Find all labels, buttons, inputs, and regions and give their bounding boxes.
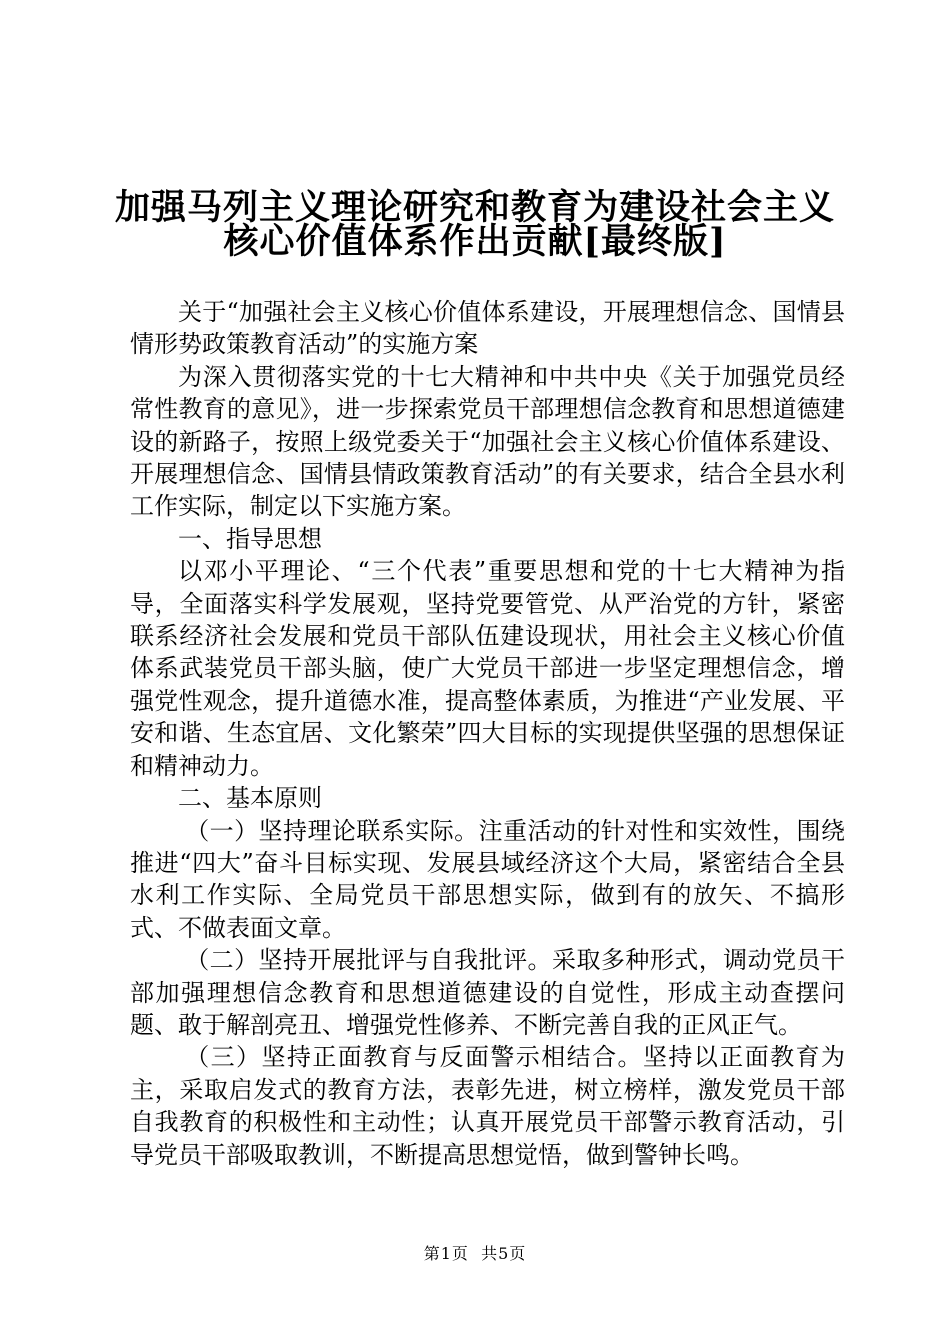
section-heading-guiding-ideology: 一、指导思想: [178, 524, 322, 553]
document-title-line-1: 加强马列主义理论研究和教育为建设社会主义: [114, 187, 835, 228]
document-title-line-2: 核心价值体系作出贡献[最终版]: [223, 221, 727, 262]
paragraph-principle-1: （一）坚持理论联系实际。注重活动的针对性和实效性，围绕推进“四大”奋斗目标实现、发展县域经济这个大局，紧密结合全县水利工作实际、全局党员干部思想实际，做到有的放矢、不搞形式、不做表面文章。: [130, 816, 845, 942]
paragraph-intro: 为深入贯彻落实党的十七大精神和中共中央《关于加强党员经常性教育的意见》，进一步探索党员干部理想信念教育和思想道德建设的新路子，按照上级党委关于“加强社会主义核心价值体系建设、开展理想信念、国情县情政策教育活动”的有关要求，结合全县水利工作实际，制定以下实施方案。: [130, 362, 845, 521]
paragraph-principle-2: （二）坚持开展批评与自我批评。采取多种形式，调动党员干部加强理想信念教育和思想道德建设的自觉性，形成主动查摆问题、敢于解剖亮丑、增强党性修养、不断完善自我的正风正气。: [130, 946, 845, 1039]
paragraph-plan-title: 关于“加强社会主义核心价值体系建设，开展理想信念、国情县情形势政策教育活动”的实施方案: [130, 298, 845, 359]
page-footer: 第1页 共5页: [423, 1244, 527, 1263]
paragraph-principle-3: （三）坚持正面教育与反面警示相结合。坚持以正面教育为主，采取启发式的教育方法，表彰先进，树立榜样，激发党员干部自我教育的积极性和主动性；认真开展党员干部警示教育活动，引导党员干部吸取教训，不断提高思想觉悟，做到警钟长鸣。: [130, 1043, 845, 1169]
document-body: [130, 296, 845, 1171]
section-heading-basic-principles: 二、基本原则: [178, 784, 322, 813]
paragraph-guiding-ideology: 以邓小平理论、“三个代表”重要思想和党的十七大精神为指导，全面落实科学发展观，坚持党要管党、从严治党的方针，紧密联系经济社会发展和党员干部队伍建设现状，用社会主义核心价值体系武装党员干部头脑，使广大党员干部进一步坚定理想信念，增强党性观念，提升道德水准，提高整体素质，为推进“产业发展、平安和谐、生态宜居、文化繁荣”四大目标的实现提供坚强的思想保证和精神动力。: [130, 557, 845, 780]
